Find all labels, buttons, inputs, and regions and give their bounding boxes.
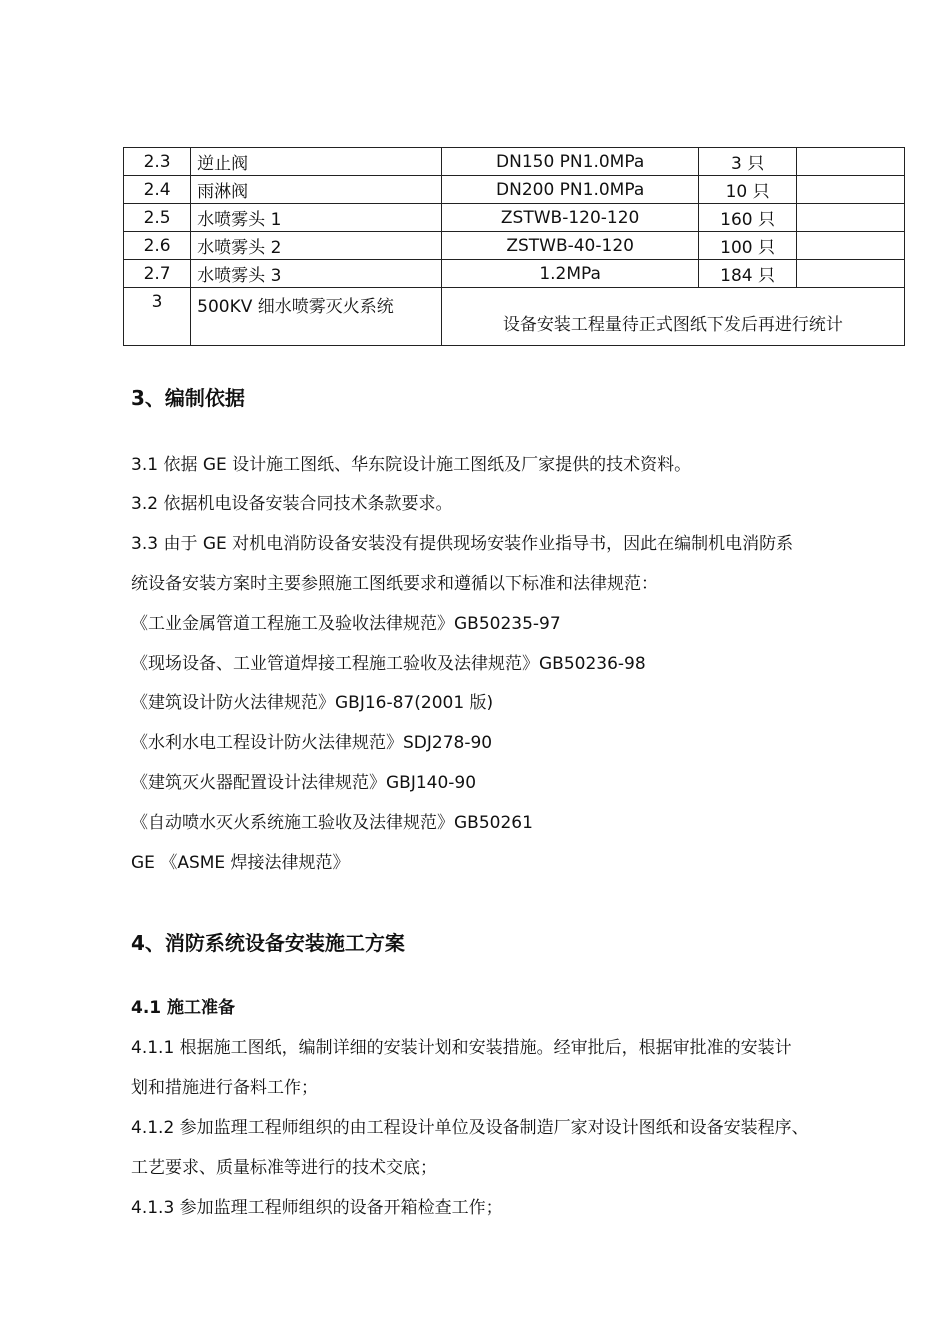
item-spec: 1.2MPa [441,260,699,288]
paragraph-3-3-line-2: 统设备安装方案时主要参照施工图纸要求和遵循以下标准和法律规范： [131,574,658,594]
item-spec: DN150 PN1.0MPa [441,148,699,176]
table-row [124,204,905,232]
item-spec: ZSTWB-120-120 [441,204,699,232]
item-quantity: 3 只 [699,148,796,176]
table-row [124,232,905,260]
paragraph-4-1-3: 4.1.3 参加监理工程师组织的设备开箱检查工作； [131,1198,503,1218]
item-name: 水喷雾头 2 [191,232,442,260]
table-row [124,260,905,288]
standard-item: 《建筑灭火器配置设计法律规范》GBJ140-90 [131,773,477,793]
item-quantity: 184 只 [699,260,796,288]
item-spec: DN200 PN1.0MPa [441,176,699,204]
item-name: 雨淋阀 [191,176,442,204]
item-remark [796,204,904,232]
paragraph-3-3-line-1: 3.3 由于 GE 对机电消防设备安装没有提供现场安装作业指导书，因此在编制机电消防系 [131,534,794,554]
item-quantity: 160 只 [699,204,796,232]
item-quantity: 100 只 [699,232,796,260]
item-number: 2.6 [124,232,191,260]
standard-item: 《水利水电工程设计防火法律规范》SDJ278-90 [131,733,493,753]
standard-item: 《建筑设计防火法律规范》GBJ16-87(2001 版) [131,693,494,713]
item-name: 水喷雾头 3 [191,260,442,288]
section-3-heading: 3、编制依据 [131,386,245,410]
section-4-heading: 4、消防系统设备安装施工方案 [131,931,405,955]
table-row [124,148,905,176]
item-remark [796,176,904,204]
item-number: 2.7 [124,260,191,288]
table-row [124,176,905,204]
item-number: 2.5 [124,204,191,232]
item-number: 2.4 [124,176,191,204]
item-name: 逆止阀 [191,148,442,176]
paragraph-4-1-2-line-1: 4.1.2 参加监理工程师组织的由工程设计单位及设备制造厂家对设计图纸和设备安装程序、 [131,1118,809,1138]
standard-item: 《现场设备、工业管道焊接工程施工验收及法律规范》GB50236-98 [131,654,646,674]
item-quantity: 10 只 [699,176,796,204]
paragraph-4-1-1-line-1: 4.1.1 根据施工图纸，编制详细的安装计划和安装措施。经审批后，根据审批准的安装计 [131,1038,792,1058]
item-remark [796,232,904,260]
item-note: 设备安装工程量待正式图纸下发后再进行统计 [441,288,904,346]
item-number: 2.3 [124,148,191,176]
item-number: 3 [124,288,191,346]
standard-item: 《自动喷水灭火系统施工验收及法律规范》GB50261 [131,813,533,833]
item-spec: ZSTWB-40-120 [441,232,699,260]
paragraph-3-1: 3.1 依据 GE 设计施工图纸、华东院设计施工图纸及厂家提供的技术资料。 [131,455,692,475]
subsection-4-1-heading: 4.1 施工准备 [131,998,236,1018]
item-name: 500KV 细水喷雾灭火系统 [191,288,442,346]
item-name: 水喷雾头 1 [191,204,442,232]
paragraph-3-2: 3.2 依据机电设备安装合同技术条款要求。 [131,494,453,514]
paragraph-4-1-2-line-2: 工艺要求、质量标准等进行的技术交底； [131,1158,437,1178]
item-remark [796,260,904,288]
item-remark [796,148,904,176]
standard-item: 《工业金属管道工程施工及验收法律规范》GB50235-97 [131,614,561,634]
paragraph-4-1-1-line-2: 划和措施进行备料工作； [131,1078,318,1098]
table-row [124,288,905,346]
equipment-table [123,147,905,346]
standard-item: GE 《ASME 焊接法律规范》 [131,853,350,873]
